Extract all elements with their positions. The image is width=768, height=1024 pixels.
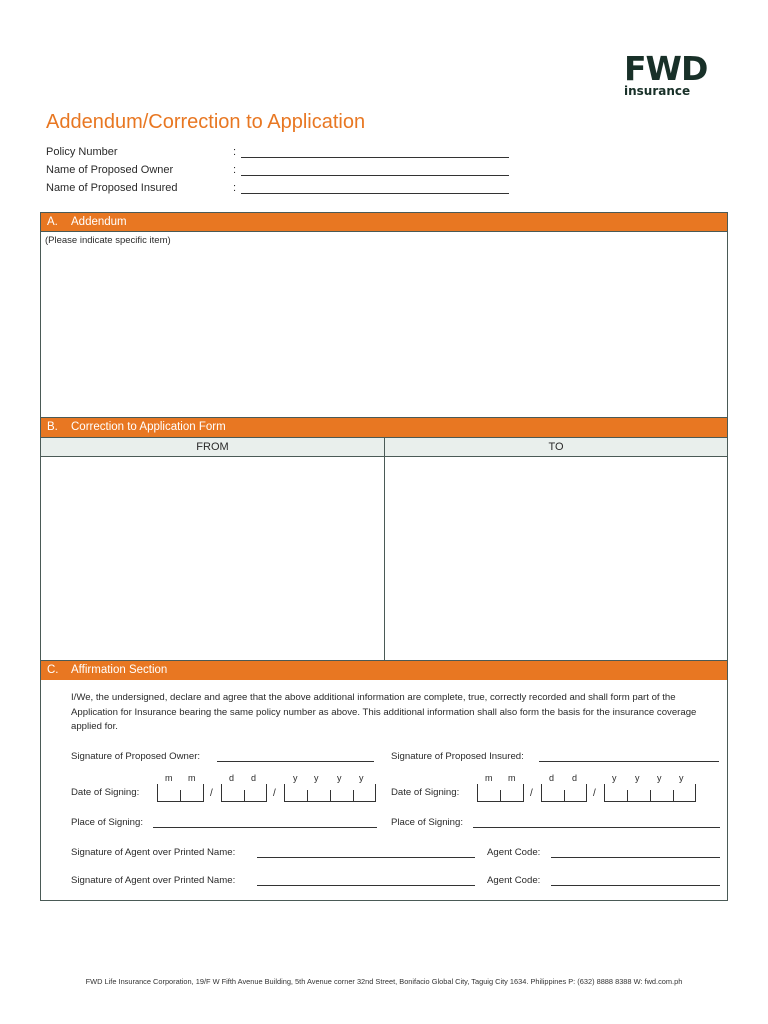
field-colon: : — [233, 146, 237, 158]
date-day-header: d — [251, 773, 257, 783]
section-a-title: Addendum — [71, 216, 127, 228]
date-slash: / — [273, 788, 276, 799]
owner-signature-label: Signature of Proposed Owner: — [71, 751, 201, 762]
owner-place-field[interactable] — [153, 827, 377, 828]
date-slash: / — [210, 788, 213, 799]
insured-signature-label: Signature of Proposed Insured: — [391, 751, 524, 762]
owner-date-day-box[interactable] — [221, 784, 267, 802]
section-a-letter: A. — [47, 216, 58, 228]
date-day-header: d — [549, 773, 555, 783]
date-year-header: y — [314, 773, 319, 783]
affirmation-line: Application for Insurance bearing the same policy number as above. This additional information shall also form the basis for the insurance coverage — [71, 706, 697, 718]
insured-date-day-box[interactable] — [541, 784, 587, 802]
insured-signature-field[interactable] — [539, 761, 719, 762]
agent-code-field[interactable] — [551, 885, 720, 886]
owner-date-label: Date of Signing: — [71, 787, 140, 798]
form-title: Addendum/Correction to Application — [46, 111, 366, 133]
insured-place-label: Place of Signing: — [391, 817, 463, 828]
policy-number-field[interactable] — [241, 157, 509, 158]
proposed-owner-field[interactable] — [241, 175, 509, 176]
owner-signature-field[interactable] — [217, 761, 374, 762]
insured-place-field[interactable] — [473, 827, 720, 828]
date-month-header: m — [508, 773, 516, 783]
section-c-title: Affirmation Section — [71, 664, 168, 676]
logo-subtitle: insurance — [624, 84, 691, 98]
date-slash: / — [593, 788, 596, 799]
owner-place-label: Place of Signing: — [71, 817, 143, 828]
section-b-title: Correction to Application Form — [71, 421, 226, 433]
date-day-header: d — [572, 773, 578, 783]
insured-date-year-box[interactable] — [604, 784, 696, 802]
section-b-header — [41, 418, 727, 437]
from-textarea[interactable] — [41, 458, 384, 661]
agent-signature-label: Signature of Agent over Printed Name: — [71, 875, 236, 886]
agent-signature-field[interactable] — [257, 885, 475, 886]
agent-code-label: Agent Code: — [487, 875, 541, 886]
date-year-header: y — [612, 773, 617, 783]
agent-code-field[interactable] — [551, 857, 720, 858]
owner-date-month-box[interactable] — [157, 784, 204, 802]
to-textarea[interactable] — [385, 458, 727, 661]
date-year-header: y — [293, 773, 298, 783]
affirmation-line: applied for. — [71, 721, 118, 732]
proposed-insured-label: Name of Proposed Insured — [46, 182, 178, 194]
to-column-header: TO — [385, 437, 727, 457]
date-year-header: y — [359, 773, 364, 783]
field-colon: : — [233, 164, 237, 176]
policy-number-row — [46, 146, 516, 162]
addendum-textarea[interactable] — [41, 232, 727, 417]
proposed-insured-row — [46, 182, 516, 198]
from-column-header: FROM — [41, 437, 384, 457]
policy-number-label: Policy Number — [46, 146, 118, 158]
date-month-header: m — [485, 773, 493, 783]
proposed-insured-field[interactable] — [241, 193, 509, 194]
footer-address: FWD Life Insurance Corporation, 19/F W Fifth Avenue Building, 5th Avenue corner 32nd Street, Bonifacio Global City, Taguig City 1634. Philippines P: (632) 8888 8388 W: fwd.com.ph — [85, 977, 683, 986]
insured-date-month-box[interactable] — [477, 784, 524, 802]
logo-wordmark: FWD — [624, 49, 708, 88]
section-a-header — [41, 213, 727, 231]
date-year-header: y — [635, 773, 640, 783]
form-box — [40, 212, 728, 901]
insured-date-label: Date of Signing: — [391, 787, 460, 798]
date-slash: / — [530, 788, 533, 799]
date-month-header: m — [165, 773, 173, 783]
date-day-header: d — [229, 773, 235, 783]
proposed-owner-row — [46, 164, 516, 180]
date-year-header: y — [679, 773, 684, 783]
agent-code-label: Agent Code: — [487, 847, 541, 858]
owner-date-year-box[interactable] — [284, 784, 376, 802]
section-c-header — [41, 661, 727, 680]
agent-signature-field[interactable] — [257, 857, 475, 858]
affirmation-text — [71, 691, 727, 735]
affirmation-line: I/We, the undersigned, declare and agree that the above additional information are complete, true, correctly recorded and shall form part of the — [71, 692, 676, 703]
date-year-header: y — [657, 773, 662, 783]
agent-signature-label: Signature of Agent over Printed Name: — [71, 847, 236, 858]
section-c-letter: C. — [47, 664, 59, 676]
fwd-logo — [624, 49, 720, 98]
field-colon: : — [233, 182, 237, 194]
addendum-hint: (Please indicate specific item) — [45, 235, 171, 246]
proposed-owner-label: Name of Proposed Owner — [46, 164, 174, 176]
date-year-header: y — [337, 773, 342, 783]
section-b-letter: B. — [47, 421, 58, 433]
date-month-header: m — [188, 773, 196, 783]
